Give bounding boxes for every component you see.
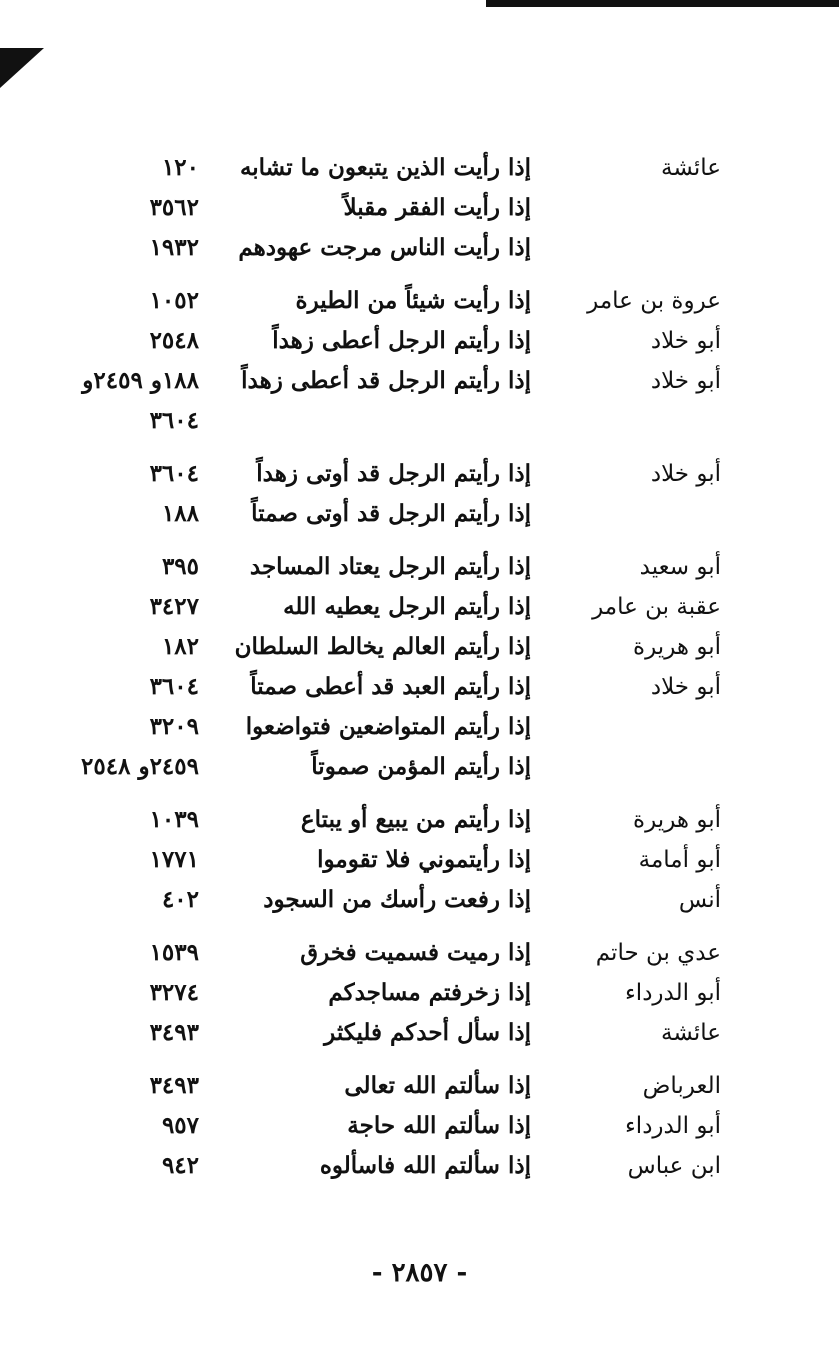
hadith-incipit: إذا زخرفتم مساجدكم bbox=[328, 979, 531, 1006]
index-row bbox=[0, 1106, 839, 1146]
hadith-reference-numbers: ٣٥٦٢ bbox=[149, 194, 199, 221]
index-row bbox=[0, 494, 839, 534]
narrator-name: أبو خلاد bbox=[650, 368, 721, 394]
narrator-name: أبو أمامة bbox=[638, 847, 721, 873]
hadith-incipit: إذا رأيت شيئاً من الطيرة bbox=[295, 287, 531, 314]
hadith-reference-numbers: ١٨٢ bbox=[161, 633, 199, 660]
hadith-incipit: إذا رأيتم المؤمن صموتاً bbox=[311, 753, 531, 780]
hadith-reference-numbers: ٣٤٩٣ bbox=[149, 1019, 199, 1046]
index-row bbox=[0, 361, 839, 401]
hadith-reference-numbers: ٣٩٥ bbox=[161, 553, 199, 580]
index-row bbox=[0, 933, 839, 973]
hadith-reference-numbers: ٣٢٠٩ bbox=[149, 713, 199, 740]
index-row bbox=[0, 840, 839, 880]
hadith-incipit: إذا رأيتم من يبيع أو يبتاع bbox=[300, 806, 531, 833]
index-row bbox=[0, 707, 839, 747]
narrator-name: أبو خلاد bbox=[650, 461, 721, 487]
hadith-incipit: إذا رأيتم الرجل يعتاد المساجد bbox=[249, 553, 531, 580]
index-row bbox=[0, 281, 839, 321]
hadith-incipit: إذا رأيت الذين يتبعون ما تشابه bbox=[239, 154, 531, 181]
narrator-name: ابن عباس bbox=[627, 1153, 721, 1179]
narrator-name: عدي بن حاتم bbox=[595, 940, 721, 966]
hadith-incipit: إذا سألتم الله حاجة bbox=[347, 1112, 531, 1139]
narrator-name: عقبة بن عامر bbox=[592, 594, 721, 620]
narrator-name: أبو الدرداء bbox=[624, 1113, 721, 1139]
narrator-name: عروة بن عامر bbox=[587, 288, 721, 314]
hadith-reference-numbers: ٤٠٢ bbox=[161, 886, 199, 913]
hadith-reference-numbers: ٣٦٠٤ bbox=[149, 407, 199, 434]
hadith-incipit: إذا رأيت الناس مرجت عهودهم bbox=[238, 234, 531, 261]
narrator-name: أبو خلاد bbox=[650, 674, 721, 700]
hadith-incipit: إذا سألتم الله فاسألوه bbox=[319, 1152, 531, 1179]
index-row bbox=[0, 1013, 839, 1053]
narrator-name: عائشة bbox=[661, 155, 721, 181]
index-row bbox=[0, 228, 839, 268]
page-number: - ٢٨٥٧ - bbox=[371, 1258, 468, 1288]
hadith-incipit: إذا رأيتم الرجل يعطيه الله bbox=[283, 593, 531, 620]
hadith-reference-numbers: ٢٤٥٩و ٢٥٤٨ bbox=[81, 753, 199, 780]
hadith-incipit: إذا رأيتم الرجل قد أوتى زهداً bbox=[256, 460, 531, 487]
index-row bbox=[0, 1146, 839, 1186]
narrator-name: العرباض bbox=[642, 1073, 721, 1099]
hadith-reference-numbers: ١٧٧١ bbox=[149, 846, 199, 873]
hadith-reference-numbers: ١٠٣٩ bbox=[149, 806, 199, 833]
hadith-incipit: إذا رأيت الفقر مقبلاً bbox=[343, 194, 531, 221]
index-row bbox=[0, 188, 839, 228]
hadith-incipit: إذا رأيتم الرجل قد أوتى صمتاً bbox=[251, 500, 531, 527]
hadith-reference-numbers: ٣٤٩٣ bbox=[149, 1072, 199, 1099]
hadith-reference-numbers: ٢٥٤٨ bbox=[149, 327, 199, 354]
index-row bbox=[0, 148, 839, 188]
hadith-reference-numbers: ١٩٣٢ bbox=[149, 234, 199, 261]
hadith-incipit: إذا رأيتم الرجل قد أعطى زهداً bbox=[241, 367, 531, 394]
corner-mark bbox=[0, 48, 44, 88]
hadith-incipit: إذا رأيتم العالم يخالط السلطان bbox=[234, 633, 531, 660]
narrator-name: أبو خلاد bbox=[650, 328, 721, 354]
hadith-reference-numbers: ١٨٨و ٢٤٥٩و bbox=[82, 367, 199, 394]
index-row bbox=[0, 747, 839, 787]
narrator-name: أنس bbox=[678, 887, 721, 913]
narrator-name: أبو سعيد bbox=[639, 554, 721, 580]
narrator-name: عائشة bbox=[661, 1020, 721, 1046]
top-rule bbox=[486, 0, 839, 7]
hadith-reference-numbers: ٣٢٧٤ bbox=[149, 979, 199, 1006]
hadith-incipit: إذا سألتم الله تعالى bbox=[344, 1072, 531, 1099]
index-row bbox=[0, 667, 839, 707]
hadith-incipit: إذا رأيتم الرجل أعطى زهداً bbox=[272, 327, 531, 354]
index-row bbox=[0, 321, 839, 361]
index-row bbox=[0, 1066, 839, 1106]
index-row bbox=[0, 627, 839, 667]
hadith-incipit: إذا رفعت رأسك من السجود bbox=[263, 886, 531, 913]
index-row bbox=[0, 800, 839, 840]
hadith-incipit: إذا سأل أحدكم فليكثر bbox=[324, 1019, 531, 1046]
hadith-reference-numbers: ٣٦٠٤ bbox=[149, 460, 199, 487]
index-row bbox=[0, 973, 839, 1013]
hadith-reference-numbers: ١٠٥٢ bbox=[149, 287, 199, 314]
index-row bbox=[0, 547, 839, 587]
hadith-reference-numbers: ١٨٨ bbox=[161, 500, 199, 527]
narrator-name: أبو هريرة bbox=[633, 807, 721, 833]
hadith-reference-numbers: ٣٤٢٧ bbox=[149, 593, 199, 620]
hadith-reference-numbers: ١٢٠ bbox=[161, 154, 199, 181]
narrator-name: أبو الدرداء bbox=[624, 980, 721, 1006]
narrator-name: أبو هريرة bbox=[633, 634, 721, 660]
hadith-incipit: إذا رأيتم العبد قد أعطى صمتاً bbox=[250, 673, 531, 700]
hadith-incipit: إذا رميت فسميت فخرق bbox=[300, 939, 531, 966]
index-row bbox=[0, 587, 839, 627]
hadith-reference-numbers: ٣٦٠٤ bbox=[149, 673, 199, 700]
hadith-incipit: إذا رأيتم المتواضعين فتواضعوا bbox=[245, 713, 531, 740]
hadith-reference-numbers: ٩٤٢ bbox=[161, 1152, 199, 1179]
hadith-incipit: إذا رأيتموني فلا تقوموا bbox=[317, 846, 531, 873]
index-row bbox=[0, 401, 839, 441]
index-row bbox=[0, 454, 839, 494]
hadith-reference-numbers: ٩٥٧ bbox=[161, 1112, 199, 1139]
hadith-reference-numbers: ١٥٣٩ bbox=[149, 939, 199, 966]
index-entries bbox=[0, 148, 839, 1186]
index-row bbox=[0, 880, 839, 920]
